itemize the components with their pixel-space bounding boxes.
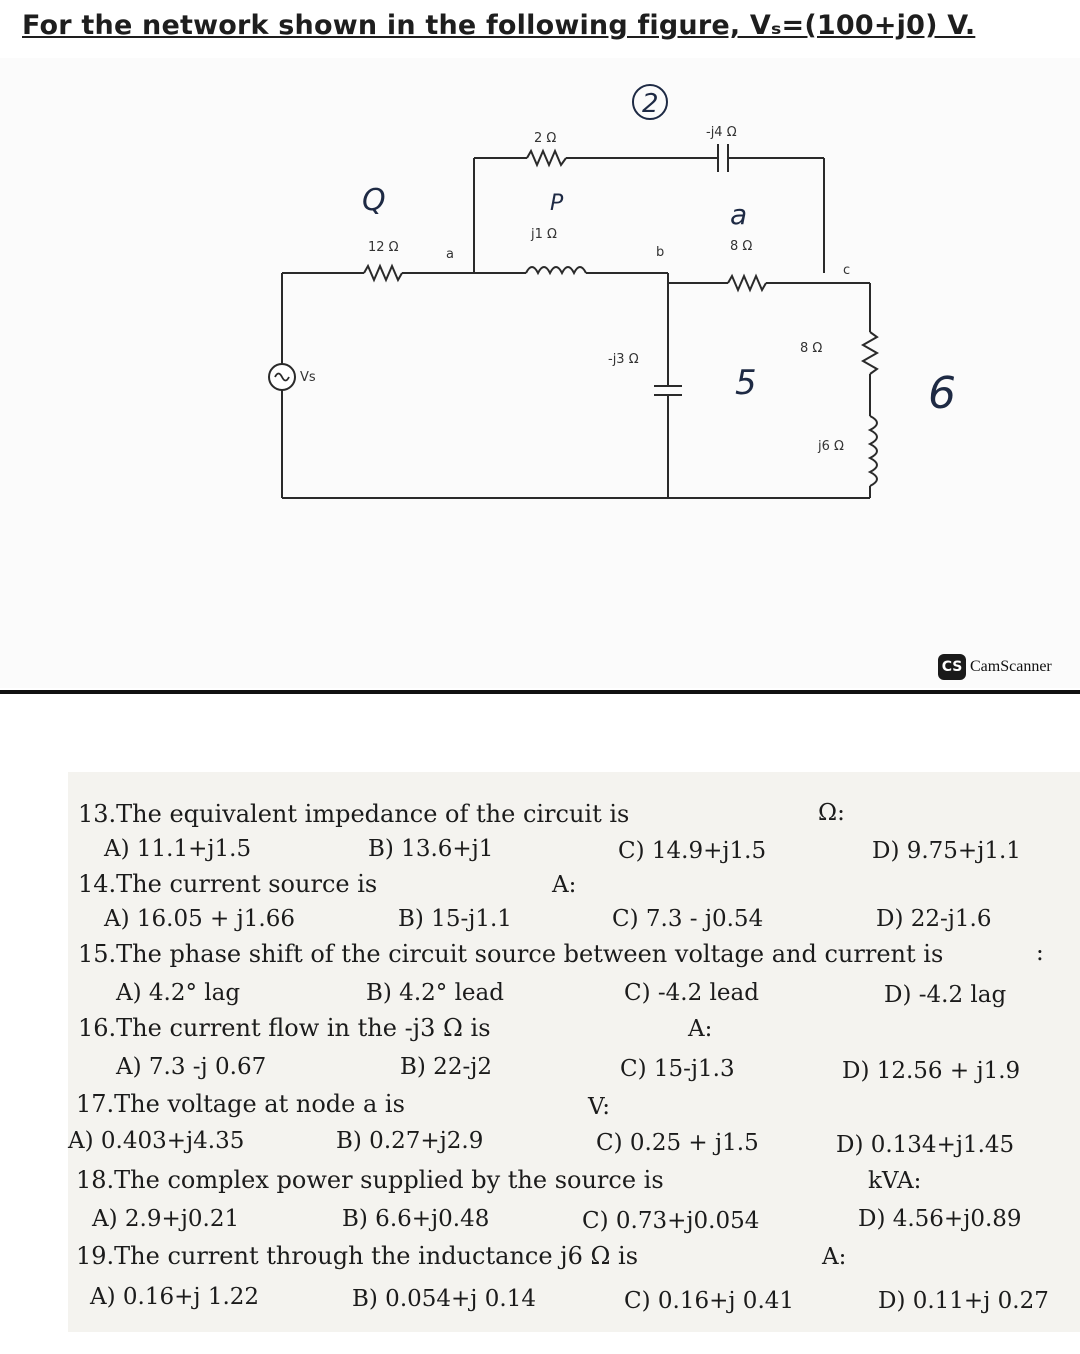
q17-option-c[interactable]: C) 0.25 + j1.5 <box>596 1130 759 1156</box>
q19-option-c[interactable]: C) 0.16+j 0.41 <box>624 1288 795 1314</box>
handwritten-mark: Q <box>362 183 386 218</box>
label-l-top: j1 Ω <box>531 227 557 242</box>
q17-option-a[interactable]: A) 0.403+j4.35 <box>68 1128 245 1154</box>
camscanner-watermark <box>938 654 1052 680</box>
handwritten-mark: 2 <box>642 89 659 119</box>
label-r8b: 8 Ω <box>800 341 823 356</box>
question-16-unit: A: <box>688 1016 713 1042</box>
q14-option-b[interactable]: B) 15-j1.1 <box>398 906 512 932</box>
label-r12: 12 Ω <box>368 240 399 255</box>
q18-option-a[interactable]: A) 2.9+j0.21 <box>92 1206 240 1232</box>
q13-option-a[interactable]: A) 11.1+j1.5 <box>104 836 252 862</box>
question-15-unit: : <box>1036 940 1044 966</box>
handwritten-mark: 6 <box>928 368 956 419</box>
question-13: 13.The equivalent impedance of the circuit is <box>78 800 630 828</box>
q18-option-d[interactable]: D) 4.56+j0.89 <box>858 1206 1022 1232</box>
q19-option-b[interactable]: B) 0.054+j 0.14 <box>352 1286 536 1312</box>
q14-option-d[interactable]: D) 22-j1.6 <box>876 906 992 932</box>
q13-option-c[interactable]: C) 14.9+j1.5 <box>618 838 767 864</box>
question-15: 15.The phase shift of the circuit source between voltage and current is <box>78 940 944 968</box>
label-node-a: a <box>446 247 454 262</box>
q18-option-b[interactable]: B) 6.6+j0.48 <box>342 1206 490 1232</box>
label-node-c: c <box>843 263 851 278</box>
q15-option-a[interactable]: A) 4.2° lag <box>116 980 241 1006</box>
q15-option-c[interactable]: C) -4.2 lead <box>624 980 759 1006</box>
q17-option-d[interactable]: D) 0.134+j1.45 <box>836 1132 1015 1158</box>
question-19-unit: A: <box>822 1244 847 1270</box>
problem-header: For the network shown in the following figure, Vₛ=(100+j0) V. <box>22 10 976 41</box>
label-r2: 2 Ω <box>534 131 557 146</box>
q16-option-b[interactable]: B) 22-j2 <box>400 1054 492 1080</box>
question-14-unit: A: <box>552 872 577 898</box>
question-19: 19.The current through the inductance j6 Ω is <box>76 1242 639 1270</box>
label-node-b: b <box>656 245 665 260</box>
q19-option-a[interactable]: A) 0.16+j 1.22 <box>90 1284 260 1310</box>
question-18: 18.The complex power supplied by the source is <box>76 1166 664 1194</box>
q15-option-d[interactable]: D) -4.2 lag <box>884 982 1007 1008</box>
q15-option-b[interactable]: B) 4.2° lead <box>366 980 504 1006</box>
q16-option-a[interactable]: A) 7.3 -j 0.67 <box>116 1054 267 1080</box>
camscanner-logo: CS <box>938 654 966 680</box>
q13-option-d[interactable]: D) 9.75+j1.1 <box>872 838 1021 864</box>
question-16: 16.The current flow in the -j3 Ω is <box>78 1014 491 1042</box>
question-17-unit: V: <box>588 1094 611 1120</box>
q18-option-c[interactable]: C) 0.73+j0.054 <box>582 1208 760 1234</box>
label-l-right: j6 Ω <box>818 439 844 454</box>
camscanner-text: CamScanner <box>970 658 1052 675</box>
label-cap-top: -j4 Ω <box>706 125 737 140</box>
label-r8: 8 Ω <box>730 239 753 254</box>
label-source: Vs <box>300 370 316 385</box>
q13-option-b[interactable]: B) 13.6+j1 <box>368 836 494 862</box>
q14-option-a[interactable]: A) 16.05 + j1.66 <box>104 906 295 932</box>
q17-option-b[interactable]: B) 0.27+j2.9 <box>336 1128 484 1154</box>
question-14: 14.The current source is <box>78 870 378 898</box>
circuit-diagram <box>0 58 1080 658</box>
section-divider <box>0 690 1080 694</box>
question-18-unit: kVA: <box>868 1168 922 1194</box>
handwritten-mark: 5 <box>735 363 757 403</box>
q16-option-c[interactable]: C) 15-j1.3 <box>620 1056 735 1082</box>
q16-option-d[interactable]: D) 12.56 + j1.9 <box>842 1058 1021 1084</box>
question-17: 17.The voltage at node a is <box>76 1090 405 1118</box>
question-13-unit: Ω: <box>818 800 845 826</box>
q14-option-c[interactable]: C) 7.3 - j0.54 <box>612 906 764 932</box>
handwritten-mark: P <box>550 191 564 216</box>
label-cap-mid: -j3 Ω <box>608 352 639 367</box>
handwritten-mark: a <box>730 198 748 231</box>
q19-option-d[interactable]: D) 0.11+j 0.27 <box>878 1288 1049 1314</box>
